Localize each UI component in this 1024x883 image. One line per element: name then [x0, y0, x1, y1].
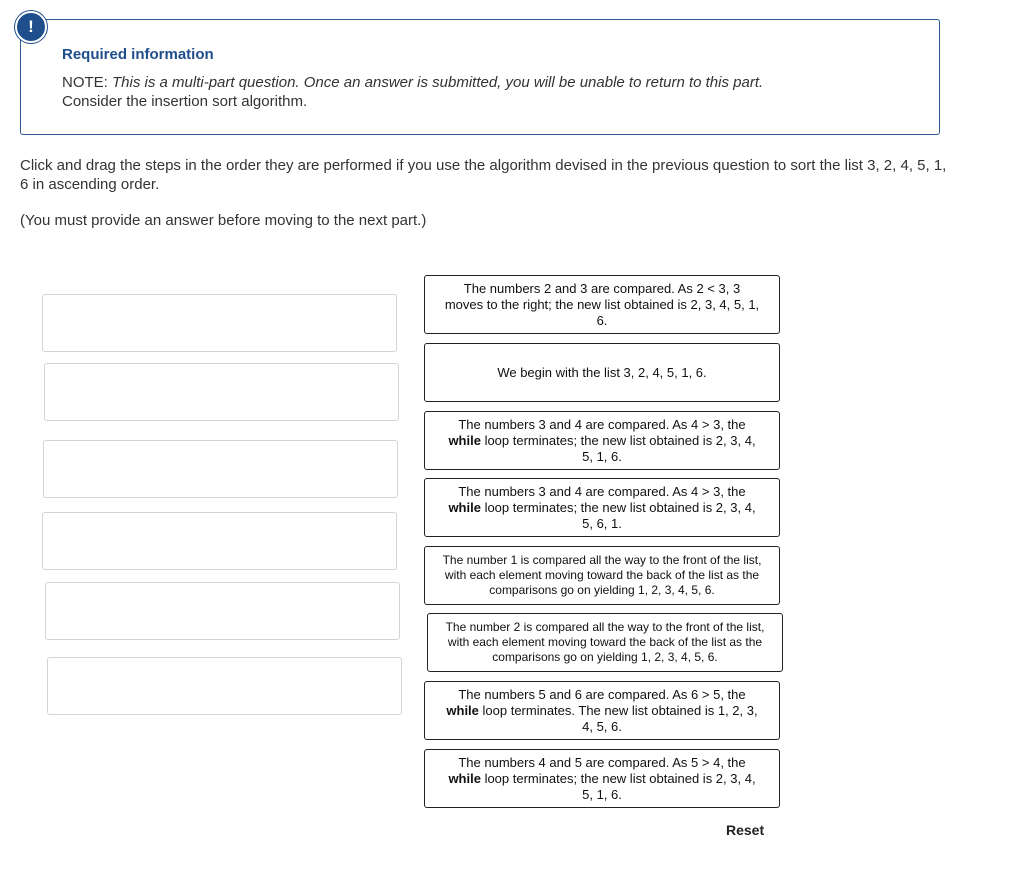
step-card[interactable] [424, 411, 780, 470]
note-text [62, 73, 763, 92]
question-instructions: Click and drag the steps in the order they are performed if you use the algorithm devised in the previous question to sort the list 3, 2, 4, 5, 1, 6 in ascending order. [20, 157, 947, 193]
note-prefix: NOTE: [62, 74, 113, 91]
step-card[interactable] [424, 478, 780, 537]
consider-text: Consider the insertion sort algorithm. [62, 93, 308, 110]
step-card[interactable] [424, 343, 780, 402]
drop-slot-1[interactable] [42, 294, 397, 352]
step-card[interactable] [424, 275, 780, 334]
required-info-panel [20, 19, 940, 135]
step-card[interactable] [424, 546, 780, 605]
reset-button[interactable]: Reset [718, 820, 772, 840]
step-card-text: We begin with the list 3, 2, 4, 5, 1, 6. [497, 364, 707, 380]
step-card-text: The number 2 is compared all the way to the front of the list, with each element moving toward the back of the list as the comparisons go on yielding 1, 2, 3, 4, 5, 6. [445, 620, 765, 664]
step-card-text: The numbers 3 and 4 are compared. As 4 > 3, the while loop terminates; the new list obtained is 2, 3, 4, 5, 6, 1. [448, 483, 756, 531]
step-card-text: The numbers 4 and 5 are compared. As 5 > 4, the while loop terminates; the new list obtained is 2, 3, 4, 5, 1, 6. [448, 754, 756, 802]
drop-slot-4[interactable] [42, 512, 397, 570]
step-card[interactable] [424, 749, 780, 808]
alert-icon: ! [15, 11, 47, 43]
drop-slot-6[interactable] [47, 657, 402, 715]
step-card[interactable] [427, 613, 783, 672]
step-card[interactable] [424, 681, 780, 740]
required-info-title: Required information [62, 46, 214, 63]
step-card-text: The number 1 is compared all the way to the front of the list, with each element moving toward the back of the list as the comparisons go on yielding 1, 2, 3, 4, 5, 6. [442, 553, 762, 597]
drop-slot-3[interactable] [43, 440, 398, 498]
step-card-text: The numbers 2 and 3 are compared. As 2 < 3, 3 moves to the right; the new list obtained is 2, 3, 4, 5, 1, 6. [444, 280, 760, 328]
must-answer-note: (You must provide an answer before moving to the next part.) [20, 212, 427, 229]
note-italic: This is a multi-part question. Once an answer is submitted, you will be unable to return to this part. [112, 74, 764, 91]
drop-slot-5[interactable] [45, 582, 400, 640]
step-card-text: The numbers 5 and 6 are compared. As 6 > 5, the while loop terminates. The new list obtained is 1, 2, 3, 4, 5, 6. [446, 686, 758, 734]
step-card-text: The numbers 3 and 4 are compared. As 4 > 3, the while loop terminates; the new list obtained is 2, 3, 4, 5, 1, 6. [448, 416, 756, 464]
drop-slot-2[interactable] [44, 363, 399, 421]
